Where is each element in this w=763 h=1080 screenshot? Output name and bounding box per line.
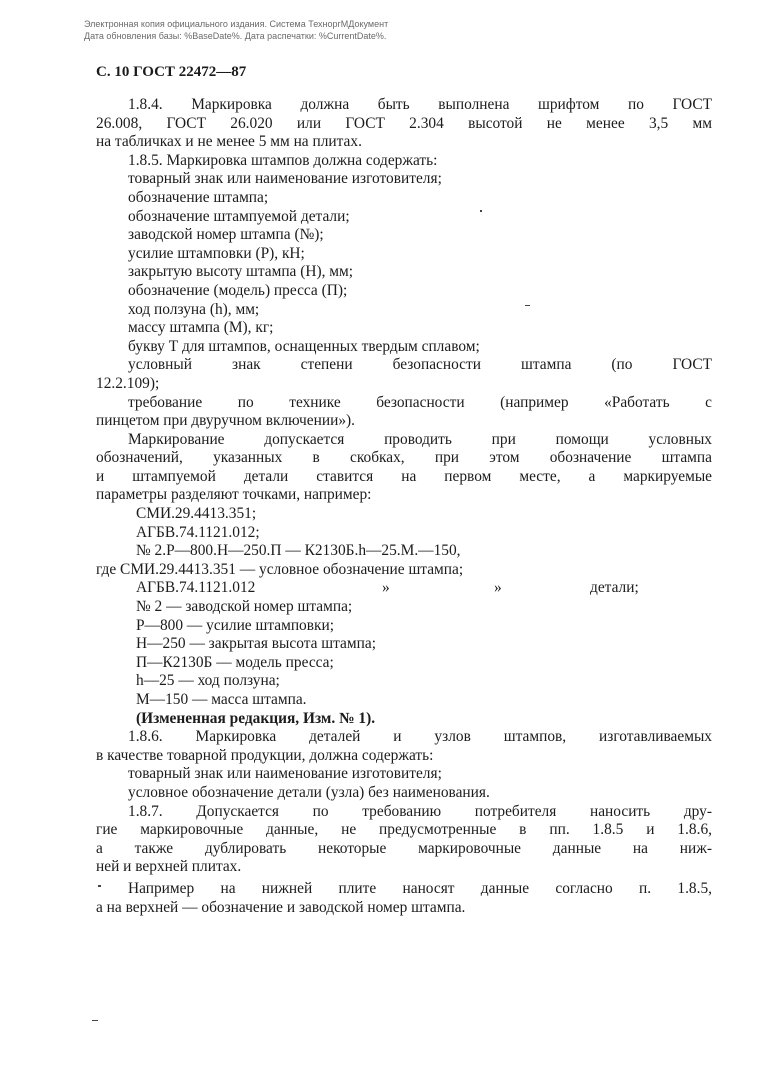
list-item: заводской номер штампа (№); (128, 226, 324, 244)
list-item: условное обозначение детали (узла) без наименования. (128, 783, 490, 801)
list-item: усилие штамповки (Р), кН; (128, 244, 305, 262)
list-item: ход ползуна (h), мм; (128, 300, 260, 318)
text-line: 1.8.5. Маркировка штампов должна содержать: (128, 151, 438, 169)
page-title: С. 10 ГОСТ 22472—87 (96, 64, 247, 80)
text-line: обозначений, указанных в скобках, при этом обозначение штампа (96, 449, 712, 467)
text-line: 12.2.109); (96, 374, 160, 392)
text-line: 1.8.4. Маркировка должна быть выполнена шрифтом по ГОСТ (128, 96, 712, 113)
example-line: СМИ.29.4413.351; (136, 505, 257, 523)
example-line: Н—250 — закрытая высота штампа; (136, 635, 376, 653)
scan-speck (92, 1020, 98, 1021)
example-line: Р—800 — усилие штамповки; (136, 616, 335, 634)
text-line: 1.8.6. Маркировка деталей и узлов штампов, изготавливаемых (128, 728, 712, 746)
text-line: 26.008, ГОСТ 26.020 или ГОСТ 2.304 высотой не менее 3,5 мм (96, 114, 712, 132)
text-line: пинцетом при двуручном включении»). (96, 412, 356, 430)
text-line: а также дублировать некоторые маркировочные данные на ниж- (96, 839, 712, 857)
text-line: 1.8.7. Допускается по требованию потребителя наносить дру- (128, 802, 712, 820)
text-line: на табличках и не менее 5 мм на плитах. (96, 133, 362, 151)
list-item: товарный знак или наименование изготовителя; (128, 170, 442, 188)
header-note (84, 18, 644, 42)
revision-note: (Измененная редакция, Изм. № 1). (136, 709, 376, 727)
text-line: в качестве товарной продукции, должна содержать: (96, 746, 434, 764)
list-item: обозначение (модель) пресса (П); (128, 281, 348, 299)
ditto-tail: детали; (590, 579, 639, 597)
text-line: где СМИ.29.4413.351 — условное обозначение штампа; (96, 560, 464, 578)
document-body (96, 96, 712, 917)
example-line: М—150 — масса штампа. (136, 691, 307, 708)
list-item: закрытую высоту штампа (Н), мм; (128, 263, 354, 281)
text-line: гие маркировочные данные, не предусмотренные в пп. 1.8.5 и 1.8.6, (96, 821, 712, 839)
text-line: а на верхней — обозначение и заводской номер штампа. (96, 898, 466, 916)
ditto-row (96, 579, 712, 598)
list-item: обозначение штампа; (128, 188, 269, 206)
list-item: товарный знак или наименование изготовителя; (128, 765, 442, 783)
ditto-mark: » (494, 579, 502, 597)
list-item: требование по технике безопасности (например «Работать с (128, 393, 712, 411)
text-line: параметры разделяют точками, например: (96, 486, 372, 504)
header-note-line: Электронная копия официального издания. Система ТехноргМДокумент (84, 19, 389, 29)
header-note-line: Дата обновления базы: %BaseDate%. Дата распечатки: %CurrentDate%. (84, 31, 387, 41)
ditto-code: АГБВ.74.1121.012 (136, 579, 256, 597)
example-line: h—25 — ход ползуна; (136, 672, 280, 690)
list-item: букву Т для штампов, оснащенных твердым сплавом; (128, 337, 480, 355)
list-item: массу штампа (М), кг; (128, 319, 274, 337)
text-line: Например на нижней плите наносят данные согласно п. 1.8.5, (128, 879, 712, 897)
text-line: ней и верхней плитах. (96, 858, 242, 876)
scan-speck (98, 885, 101, 887)
scan-speck (480, 210, 482, 212)
scan-speck (525, 305, 530, 306)
list-item: условный знак степени безопасности штампа (по ГОСТ (128, 356, 712, 374)
example-line: № 2 — заводской номер штампа; (136, 598, 353, 616)
ditto-mark: » (382, 579, 390, 597)
example-line: П—К2130Б — модель пресса; (136, 653, 334, 671)
text-line: и штампуемой детали ставится на первом месте, а маркируемые (96, 467, 712, 485)
list-item: обозначение штампуемой детали; (128, 207, 350, 225)
example-line: № 2.Р—800.Н—250.П — К2130Б.h—25.М.—150, (136, 542, 461, 560)
example-line: АГБВ.74.1121.012; (136, 523, 260, 541)
text-line: Маркирование допускается проводить при помощи условных (128, 430, 712, 448)
